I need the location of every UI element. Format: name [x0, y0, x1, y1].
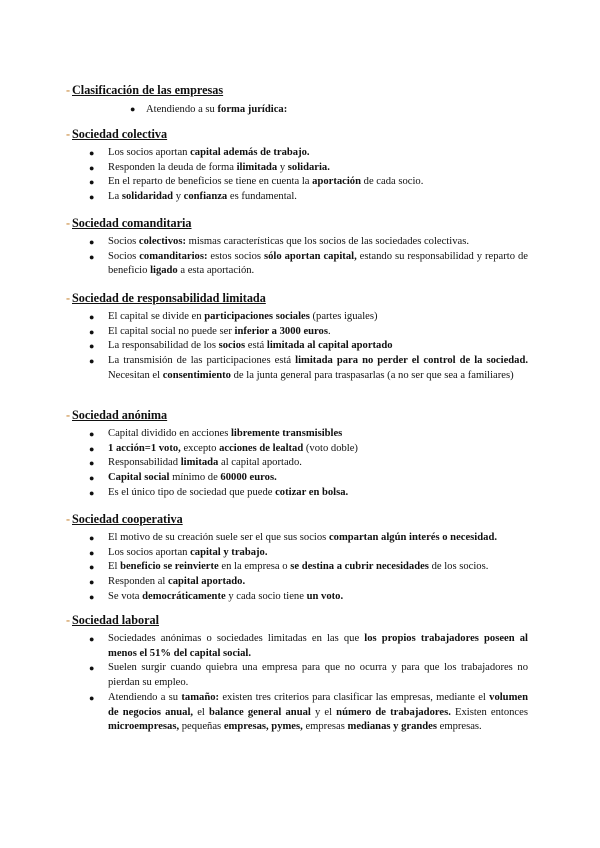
bold-text: empresas, pymes, [223, 721, 303, 733]
bullet-icon: ● [89, 356, 95, 367]
bullet-icon: ● [89, 458, 95, 469]
text: La [108, 191, 122, 203]
bold-text: beneficio se reinvierte [120, 561, 219, 573]
text: Atendiendo a su [108, 691, 182, 703]
bold-text: democráticamente [142, 590, 226, 602]
bold-text: compartan algún interés o necesidad. [328, 532, 497, 543]
heading-marker-icon: - [66, 83, 71, 97]
bold-text: comanditarios: [139, 250, 208, 262]
text: Responden al [108, 576, 169, 588]
text: Responden la deuda de forma [108, 161, 237, 173]
bullet-icon: ● [89, 326, 95, 337]
list-item [0, 471, 600, 486]
list-item [0, 661, 600, 690]
text: y [277, 161, 288, 173]
section-heading: - Sociedad laboral [66, 613, 160, 627]
text: Socios [108, 236, 139, 247]
list-item [0, 190, 600, 205]
text: Suelen surgir cuando quiebra una empresa para que no ocurra y para que los trabajadores no pierdan su empleo. [108, 662, 528, 689]
bold-text: capital además de trabajo. [190, 147, 310, 158]
list-item [0, 531, 600, 546]
text: y el [310, 706, 337, 718]
bold-text: balance general anual [208, 706, 311, 718]
text: de los socios. [428, 561, 489, 573]
bullet-icon: ● [89, 533, 95, 543]
text: . [327, 325, 331, 337]
bullet-icon: ● [89, 577, 95, 588]
text: El motivo de su creación suele ser el que sus socios [108, 532, 329, 543]
bold-text: solidaria. [287, 161, 330, 173]
list-item [0, 250, 600, 279]
text: Es el único tipo de sociedad que puede [108, 486, 276, 498]
bullet-icon: ● [89, 547, 95, 558]
bold-text: número de trabajadores. [336, 706, 451, 718]
heading-marker-icon: - [66, 613, 71, 627]
text: es fundamental. [227, 191, 297, 203]
bullet-icon: ● [89, 429, 95, 439]
list-item [0, 486, 600, 501]
text: de cada socio. [361, 176, 424, 188]
page-title: - Clasificación de las empresas [66, 83, 224, 97]
list-item [0, 456, 600, 471]
text: empresas [302, 721, 348, 733]
text: Necesitan el [108, 369, 163, 381]
section-heading: - Sociedad anónima [66, 408, 168, 422]
bold-text: los propios trabajadores poseen al menos el 51% del capital social. [108, 633, 528, 659]
list-item [0, 310, 600, 325]
heading-marker-icon: - [66, 127, 71, 141]
bullet-icon: ● [89, 634, 95, 644]
bold-text: colectivos: [138, 236, 186, 247]
list-item [0, 146, 600, 161]
text: en la empresa o [218, 561, 291, 573]
bold-text: solidaridad [121, 191, 174, 203]
bold-text: capital y trabajo. [190, 546, 268, 558]
bullet-icon: ● [89, 341, 95, 352]
bold-text: ligado [150, 265, 178, 277]
text: Capital dividido en acciones [108, 428, 231, 439]
bold-text: aportación [312, 176, 361, 188]
text: mínimo de [169, 472, 221, 484]
section-list [0, 531, 600, 605]
bold-text: consentimiento [162, 369, 231, 381]
list-item [0, 339, 600, 354]
section-heading: - Sociedad colectiva [66, 127, 168, 141]
bold-text: libremente transmisibles [230, 428, 343, 439]
section-heading: - Sociedad de responsabilidad limitada [66, 291, 266, 305]
text: El capital se divide en [108, 311, 205, 322]
text: En el reparto de beneficios se tiene en cuenta la [108, 176, 313, 188]
text: y [173, 191, 184, 203]
list-item [0, 560, 600, 575]
bold-text: Capital social [108, 472, 170, 484]
text: El [108, 561, 121, 573]
intro-line: ● Atendiendo a su forma jurídica: [130, 104, 288, 115]
bold-text: participaciones sociales [204, 311, 310, 322]
list-item [0, 691, 600, 735]
section-list [0, 632, 600, 735]
bold-text: medianas y grandes [347, 721, 437, 733]
text: de la junta general para traspasarlas (a no ser que sea a familiares) [230, 369, 514, 381]
text: a esta aportación. [177, 265, 255, 277]
text: excepto [180, 442, 220, 454]
list-item [0, 442, 600, 457]
list-item [0, 427, 600, 442]
bullet-icon: ● [89, 473, 95, 484]
text: está [245, 340, 267, 352]
bold-text: acciones de lealtad [219, 442, 304, 454]
bullet-icon: ● [89, 487, 95, 498]
bold-text: cotizar en bolsa. [275, 486, 349, 498]
list-item [0, 325, 600, 340]
bold-text: limitada para no perder el control de la sociedad. [295, 355, 528, 367]
text: existen tres criterios para clasificar las empresas, mediante el [219, 691, 490, 703]
bullet-icon: ● [89, 177, 95, 188]
bullet-icon: ● [89, 591, 95, 602]
bold-text: volumen de negocios anual, [108, 691, 528, 718]
section-heading: - Sociedad comanditaria [66, 216, 192, 230]
text: (partes iguales) [309, 311, 378, 322]
section-heading: - Sociedad cooperativa [66, 512, 183, 526]
heading-marker-icon: - [66, 512, 71, 526]
text: El capital social no puede ser [108, 325, 235, 337]
text: empresas. [436, 721, 482, 733]
bullet-icon: ● [89, 312, 95, 322]
bullet-icon: ● [89, 162, 95, 173]
heading-marker-icon: - [66, 291, 71, 305]
bullet-icon: ● [89, 663, 95, 674]
bold-text: socios [218, 340, 246, 352]
bullet-icon: ● [89, 692, 95, 703]
bold-text: se destina a cubrir necesidades [290, 561, 429, 573]
section-list [0, 146, 600, 205]
bold-text: inferior a 3000 euros [234, 325, 328, 337]
text: (voto doble) [303, 442, 358, 454]
text: estos socios [207, 250, 264, 262]
text: Socios [108, 250, 140, 262]
bold-text: tamaño: [181, 691, 220, 703]
list-item [0, 161, 600, 176]
text: Responsabilidad [108, 457, 181, 469]
bold-text: limitada [180, 457, 219, 469]
bold-text: limitada al capital aportado [266, 340, 393, 352]
list-item [0, 175, 600, 190]
text: Sociedades anónimas o sociedades limitadas en las que [108, 633, 365, 644]
bold-text: un voto. [306, 590, 344, 602]
bold-text: 60000 euros. [220, 472, 277, 484]
text: La responsabilidad de los [108, 340, 219, 352]
text: y cada socio tiene [225, 590, 307, 602]
bold-text: sólo aportan capital, [264, 250, 357, 262]
text: Existen entonces [450, 706, 528, 718]
section-list [0, 427, 600, 501]
bold-text: confianza [183, 191, 228, 203]
bold-text: ilimitada [236, 161, 278, 173]
bullet-icon: ● [130, 104, 136, 114]
list-item [0, 354, 600, 383]
heading-marker-icon: - [66, 408, 71, 422]
text: estando su responsabilidad y reparto de beneficio [108, 250, 528, 277]
section-list [0, 235, 600, 279]
bold-text: 1 acción=1 voto, [108, 442, 181, 454]
bullet-icon: ● [89, 237, 95, 247]
list-item [0, 590, 600, 605]
bullet-icon: ● [89, 443, 95, 454]
text: al capital aportado. [218, 457, 302, 469]
bold-text: capital aportado. [168, 576, 246, 588]
section-list [0, 310, 600, 384]
list-item [0, 575, 600, 590]
text: La transmisión de las participaciones está [108, 355, 296, 367]
heading-marker-icon: - [66, 216, 71, 230]
list-item [0, 235, 600, 250]
bullet-icon: ● [89, 148, 95, 158]
text: Los socios aportan [108, 147, 191, 158]
bullet-icon: ● [89, 562, 95, 573]
bold-text: microempresas, [108, 721, 180, 733]
text: mismas características que los socios de las sociedades colectivas. [185, 236, 469, 247]
text: Los socios aportan [108, 546, 191, 558]
bullet-icon: ● [89, 192, 95, 203]
text: Se vota [108, 590, 143, 602]
text: pequeñas [179, 721, 224, 733]
bullet-icon: ● [89, 251, 95, 262]
list-item [0, 632, 600, 661]
list-item [0, 546, 600, 561]
text: el [193, 706, 209, 718]
